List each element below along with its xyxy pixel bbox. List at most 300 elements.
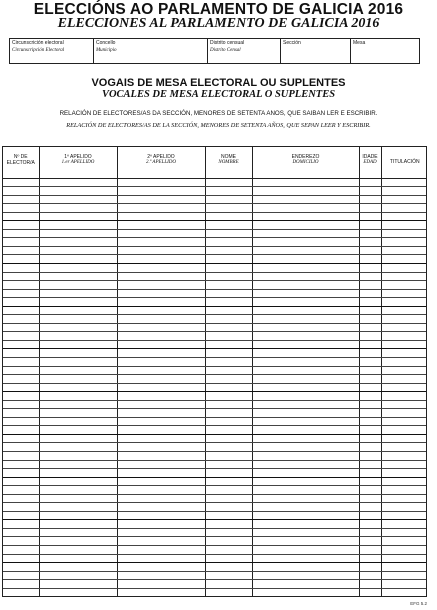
cell-age[interactable] xyxy=(359,340,381,349)
cell-second-surname[interactable] xyxy=(117,323,205,332)
cell-address[interactable] xyxy=(252,323,359,332)
cell-name[interactable] xyxy=(205,238,252,247)
cell-elector-number[interactable] xyxy=(3,375,39,384)
cell-second-surname[interactable] xyxy=(117,503,205,512)
cell-first-surname[interactable] xyxy=(39,366,117,375)
cell-age[interactable] xyxy=(359,520,381,529)
cell-second-surname[interactable] xyxy=(117,375,205,384)
cell-age[interactable] xyxy=(359,392,381,401)
cell-first-surname[interactable] xyxy=(39,409,117,418)
cell-second-surname[interactable] xyxy=(117,349,205,358)
cell-first-surname[interactable] xyxy=(39,580,117,589)
cell-first-surname[interactable] xyxy=(39,452,117,461)
cell-qualification[interactable] xyxy=(381,246,427,255)
cell-elector-number[interactable] xyxy=(3,323,39,332)
cell-second-surname[interactable] xyxy=(117,178,205,187)
cell-address[interactable] xyxy=(252,315,359,324)
cell-first-surname[interactable] xyxy=(39,546,117,555)
cell-elector-number[interactable] xyxy=(3,571,39,580)
cell-second-surname[interactable] xyxy=(117,452,205,461)
cell-second-surname[interactable] xyxy=(117,537,205,546)
cell-second-surname[interactable] xyxy=(117,494,205,503)
cell-address[interactable] xyxy=(252,546,359,555)
cell-second-surname[interactable] xyxy=(117,511,205,520)
cell-first-surname[interactable] xyxy=(39,494,117,503)
cell-address[interactable] xyxy=(252,477,359,486)
cell-name[interactable] xyxy=(205,494,252,503)
cell-second-surname[interactable] xyxy=(117,238,205,247)
cell-age[interactable] xyxy=(359,212,381,221)
cell-name[interactable] xyxy=(205,195,252,204)
cell-second-surname[interactable] xyxy=(117,554,205,563)
cell-first-surname[interactable] xyxy=(39,571,117,580)
cell-elector-number[interactable] xyxy=(3,221,39,230)
cell-qualification[interactable] xyxy=(381,332,427,341)
cell-second-surname[interactable] xyxy=(117,409,205,418)
cell-first-surname[interactable] xyxy=(39,323,117,332)
cell-address[interactable] xyxy=(252,563,359,572)
cell-age[interactable] xyxy=(359,486,381,495)
cell-elector-number[interactable] xyxy=(3,528,39,537)
cell-qualification[interactable] xyxy=(381,400,427,409)
cell-first-surname[interactable] xyxy=(39,212,117,221)
cell-second-surname[interactable] xyxy=(117,306,205,315)
cell-first-surname[interactable] xyxy=(39,443,117,452)
cell-address[interactable] xyxy=(252,494,359,503)
cell-address[interactable] xyxy=(252,383,359,392)
cell-second-surname[interactable] xyxy=(117,588,205,597)
cell-second-surname[interactable] xyxy=(117,469,205,478)
cell-first-surname[interactable] xyxy=(39,332,117,341)
info-field-concello[interactable] xyxy=(94,39,208,63)
cell-address[interactable] xyxy=(252,332,359,341)
cell-elector-number[interactable] xyxy=(3,452,39,461)
cell-address[interactable] xyxy=(252,375,359,384)
cell-qualification[interactable] xyxy=(381,229,427,238)
cell-elector-number[interactable] xyxy=(3,460,39,469)
cell-qualification[interactable] xyxy=(381,563,427,572)
cell-first-surname[interactable] xyxy=(39,178,117,187)
cell-elector-number[interactable] xyxy=(3,229,39,238)
cell-age[interactable] xyxy=(359,383,381,392)
cell-name[interactable] xyxy=(205,469,252,478)
cell-address[interactable] xyxy=(252,187,359,196)
cell-elector-number[interactable] xyxy=(3,477,39,486)
cell-qualification[interactable] xyxy=(381,195,427,204)
cell-second-surname[interactable] xyxy=(117,477,205,486)
cell-age[interactable] xyxy=(359,571,381,580)
cell-qualification[interactable] xyxy=(381,486,427,495)
cell-qualification[interactable] xyxy=(381,204,427,213)
cell-address[interactable] xyxy=(252,340,359,349)
cell-name[interactable] xyxy=(205,289,252,298)
cell-name[interactable] xyxy=(205,460,252,469)
cell-name[interactable] xyxy=(205,580,252,589)
cell-address[interactable] xyxy=(252,469,359,478)
cell-elector-number[interactable] xyxy=(3,417,39,426)
cell-qualification[interactable] xyxy=(381,588,427,597)
cell-elector-number[interactable] xyxy=(3,554,39,563)
cell-address[interactable] xyxy=(252,503,359,512)
cell-first-surname[interactable] xyxy=(39,272,117,281)
cell-qualification[interactable] xyxy=(381,221,427,230)
cell-first-surname[interactable] xyxy=(39,434,117,443)
cell-elector-number[interactable] xyxy=(3,281,39,290)
cell-second-surname[interactable] xyxy=(117,187,205,196)
cell-name[interactable] xyxy=(205,434,252,443)
cell-address[interactable] xyxy=(252,460,359,469)
cell-elector-number[interactable] xyxy=(3,503,39,512)
cell-address[interactable] xyxy=(252,580,359,589)
cell-second-surname[interactable] xyxy=(117,400,205,409)
cell-age[interactable] xyxy=(359,332,381,341)
cell-age[interactable] xyxy=(359,178,381,187)
cell-name[interactable] xyxy=(205,528,252,537)
cell-first-surname[interactable] xyxy=(39,221,117,230)
cell-name[interactable] xyxy=(205,281,252,290)
cell-qualification[interactable] xyxy=(381,187,427,196)
cell-age[interactable] xyxy=(359,452,381,461)
cell-first-surname[interactable] xyxy=(39,298,117,307)
cell-age[interactable] xyxy=(359,246,381,255)
cell-qualification[interactable] xyxy=(381,281,427,290)
cell-age[interactable] xyxy=(359,366,381,375)
cell-qualification[interactable] xyxy=(381,503,427,512)
cell-first-surname[interactable] xyxy=(39,554,117,563)
cell-qualification[interactable] xyxy=(381,460,427,469)
cell-first-surname[interactable] xyxy=(39,537,117,546)
cell-name[interactable] xyxy=(205,383,252,392)
cell-name[interactable] xyxy=(205,452,252,461)
cell-address[interactable] xyxy=(252,195,359,204)
cell-address[interactable] xyxy=(252,571,359,580)
cell-age[interactable] xyxy=(359,187,381,196)
cell-age[interactable] xyxy=(359,469,381,478)
cell-elector-number[interactable] xyxy=(3,580,39,589)
cell-second-surname[interactable] xyxy=(117,340,205,349)
cell-address[interactable] xyxy=(252,452,359,461)
cell-second-surname[interactable] xyxy=(117,212,205,221)
cell-name[interactable] xyxy=(205,298,252,307)
cell-qualification[interactable] xyxy=(381,554,427,563)
cell-second-surname[interactable] xyxy=(117,195,205,204)
cell-age[interactable] xyxy=(359,204,381,213)
cell-first-surname[interactable] xyxy=(39,195,117,204)
cell-address[interactable] xyxy=(252,349,359,358)
cell-qualification[interactable] xyxy=(381,546,427,555)
cell-first-surname[interactable] xyxy=(39,486,117,495)
cell-elector-number[interactable] xyxy=(3,400,39,409)
cell-age[interactable] xyxy=(359,409,381,418)
cell-second-surname[interactable] xyxy=(117,289,205,298)
cell-name[interactable] xyxy=(205,520,252,529)
cell-name[interactable] xyxy=(205,229,252,238)
cell-elector-number[interactable] xyxy=(3,469,39,478)
cell-second-surname[interactable] xyxy=(117,204,205,213)
cell-name[interactable] xyxy=(205,392,252,401)
cell-name[interactable] xyxy=(205,178,252,187)
cell-elector-number[interactable] xyxy=(3,204,39,213)
cell-elector-number[interactable] xyxy=(3,212,39,221)
cell-age[interactable] xyxy=(359,417,381,426)
cell-qualification[interactable] xyxy=(381,349,427,358)
cell-first-surname[interactable] xyxy=(39,400,117,409)
cell-qualification[interactable] xyxy=(381,212,427,221)
cell-address[interactable] xyxy=(252,281,359,290)
cell-elector-number[interactable] xyxy=(3,443,39,452)
cell-first-surname[interactable] xyxy=(39,511,117,520)
cell-qualification[interactable] xyxy=(381,366,427,375)
cell-name[interactable] xyxy=(205,409,252,418)
cell-qualification[interactable] xyxy=(381,452,427,461)
cell-address[interactable] xyxy=(252,588,359,597)
cell-age[interactable] xyxy=(359,375,381,384)
cell-first-surname[interactable] xyxy=(39,392,117,401)
cell-second-surname[interactable] xyxy=(117,426,205,435)
cell-first-surname[interactable] xyxy=(39,289,117,298)
cell-second-surname[interactable] xyxy=(117,298,205,307)
info-field-distrito[interactable] xyxy=(208,39,281,63)
cell-qualification[interactable] xyxy=(381,255,427,264)
cell-name[interactable] xyxy=(205,400,252,409)
cell-age[interactable] xyxy=(359,289,381,298)
cell-first-surname[interactable] xyxy=(39,503,117,512)
cell-age[interactable] xyxy=(359,323,381,332)
cell-address[interactable] xyxy=(252,204,359,213)
cell-qualification[interactable] xyxy=(381,272,427,281)
cell-first-surname[interactable] xyxy=(39,306,117,315)
cell-age[interactable] xyxy=(359,503,381,512)
cell-second-surname[interactable] xyxy=(117,366,205,375)
cell-address[interactable] xyxy=(252,221,359,230)
cell-name[interactable] xyxy=(205,366,252,375)
cell-address[interactable] xyxy=(252,417,359,426)
cell-qualification[interactable] xyxy=(381,494,427,503)
cell-first-surname[interactable] xyxy=(39,383,117,392)
cell-qualification[interactable] xyxy=(381,528,427,537)
cell-first-surname[interactable] xyxy=(39,477,117,486)
cell-second-surname[interactable] xyxy=(117,443,205,452)
cell-qualification[interactable] xyxy=(381,298,427,307)
cell-first-surname[interactable] xyxy=(39,315,117,324)
cell-address[interactable] xyxy=(252,298,359,307)
info-field-circunscricion[interactable] xyxy=(10,39,94,63)
cell-name[interactable] xyxy=(205,323,252,332)
cell-elector-number[interactable] xyxy=(3,238,39,247)
cell-name[interactable] xyxy=(205,357,252,366)
cell-name[interactable] xyxy=(205,537,252,546)
cell-address[interactable] xyxy=(252,443,359,452)
cell-second-surname[interactable] xyxy=(117,460,205,469)
cell-age[interactable] xyxy=(359,315,381,324)
cell-second-surname[interactable] xyxy=(117,417,205,426)
cell-qualification[interactable] xyxy=(381,375,427,384)
cell-qualification[interactable] xyxy=(381,571,427,580)
cell-address[interactable] xyxy=(252,366,359,375)
cell-address[interactable] xyxy=(252,392,359,401)
cell-name[interactable] xyxy=(205,340,252,349)
cell-elector-number[interactable] xyxy=(3,511,39,520)
cell-name[interactable] xyxy=(205,426,252,435)
cell-name[interactable] xyxy=(205,375,252,384)
cell-second-surname[interactable] xyxy=(117,528,205,537)
cell-address[interactable] xyxy=(252,486,359,495)
cell-address[interactable] xyxy=(252,212,359,221)
cell-name[interactable] xyxy=(205,443,252,452)
cell-age[interactable] xyxy=(359,494,381,503)
cell-qualification[interactable] xyxy=(381,469,427,478)
cell-elector-number[interactable] xyxy=(3,409,39,418)
cell-second-surname[interactable] xyxy=(117,229,205,238)
cell-qualification[interactable] xyxy=(381,520,427,529)
cell-name[interactable] xyxy=(205,417,252,426)
cell-address[interactable] xyxy=(252,537,359,546)
cell-qualification[interactable] xyxy=(381,289,427,298)
cell-first-surname[interactable] xyxy=(39,340,117,349)
cell-elector-number[interactable] xyxy=(3,486,39,495)
cell-second-surname[interactable] xyxy=(117,571,205,580)
info-field-mesa[interactable] xyxy=(351,39,419,63)
cell-qualification[interactable] xyxy=(381,477,427,486)
cell-elector-number[interactable] xyxy=(3,289,39,298)
cell-age[interactable] xyxy=(359,238,381,247)
cell-second-surname[interactable] xyxy=(117,486,205,495)
cell-second-surname[interactable] xyxy=(117,246,205,255)
cell-elector-number[interactable] xyxy=(3,426,39,435)
cell-first-surname[interactable] xyxy=(39,255,117,264)
cell-second-surname[interactable] xyxy=(117,281,205,290)
cell-age[interactable] xyxy=(359,255,381,264)
cell-qualification[interactable] xyxy=(381,315,427,324)
cell-age[interactable] xyxy=(359,195,381,204)
cell-second-surname[interactable] xyxy=(117,580,205,589)
cell-first-surname[interactable] xyxy=(39,563,117,572)
cell-elector-number[interactable] xyxy=(3,298,39,307)
cell-first-surname[interactable] xyxy=(39,187,117,196)
cell-address[interactable] xyxy=(252,229,359,238)
cell-address[interactable] xyxy=(252,246,359,255)
cell-elector-number[interactable] xyxy=(3,255,39,264)
cell-elector-number[interactable] xyxy=(3,383,39,392)
cell-first-surname[interactable] xyxy=(39,246,117,255)
cell-first-surname[interactable] xyxy=(39,281,117,290)
cell-age[interactable] xyxy=(359,426,381,435)
cell-qualification[interactable] xyxy=(381,434,427,443)
cell-qualification[interactable] xyxy=(381,580,427,589)
cell-first-surname[interactable] xyxy=(39,426,117,435)
cell-elector-number[interactable] xyxy=(3,332,39,341)
cell-first-surname[interactable] xyxy=(39,417,117,426)
cell-name[interactable] xyxy=(205,255,252,264)
cell-qualification[interactable] xyxy=(381,537,427,546)
cell-elector-number[interactable] xyxy=(3,272,39,281)
cell-second-surname[interactable] xyxy=(117,332,205,341)
info-field-seccion[interactable] xyxy=(281,39,351,63)
cell-elector-number[interactable] xyxy=(3,366,39,375)
cell-first-surname[interactable] xyxy=(39,469,117,478)
cell-elector-number[interactable] xyxy=(3,315,39,324)
cell-second-surname[interactable] xyxy=(117,434,205,443)
cell-first-surname[interactable] xyxy=(39,204,117,213)
cell-name[interactable] xyxy=(205,477,252,486)
cell-age[interactable] xyxy=(359,588,381,597)
cell-age[interactable] xyxy=(359,528,381,537)
cell-age[interactable] xyxy=(359,298,381,307)
cell-name[interactable] xyxy=(205,187,252,196)
cell-elector-number[interactable] xyxy=(3,349,39,358)
cell-name[interactable] xyxy=(205,546,252,555)
cell-qualification[interactable] xyxy=(381,306,427,315)
cell-address[interactable] xyxy=(252,289,359,298)
cell-elector-number[interactable] xyxy=(3,246,39,255)
cell-qualification[interactable] xyxy=(381,357,427,366)
cell-age[interactable] xyxy=(359,477,381,486)
cell-name[interactable] xyxy=(205,204,252,213)
cell-elector-number[interactable] xyxy=(3,195,39,204)
cell-name[interactable] xyxy=(205,263,252,272)
cell-age[interactable] xyxy=(359,537,381,546)
cell-name[interactable] xyxy=(205,554,252,563)
cell-qualification[interactable] xyxy=(381,383,427,392)
cell-first-surname[interactable] xyxy=(39,349,117,358)
cell-age[interactable] xyxy=(359,221,381,230)
cell-elector-number[interactable] xyxy=(3,494,39,503)
cell-address[interactable] xyxy=(252,554,359,563)
cell-first-surname[interactable] xyxy=(39,588,117,597)
cell-name[interactable] xyxy=(205,563,252,572)
cell-first-surname[interactable] xyxy=(39,357,117,366)
cell-age[interactable] xyxy=(359,580,381,589)
cell-name[interactable] xyxy=(205,571,252,580)
cell-second-surname[interactable] xyxy=(117,392,205,401)
cell-second-surname[interactable] xyxy=(117,520,205,529)
cell-address[interactable] xyxy=(252,511,359,520)
cell-elector-number[interactable] xyxy=(3,563,39,572)
cell-name[interactable] xyxy=(205,221,252,230)
cell-second-surname[interactable] xyxy=(117,255,205,264)
cell-age[interactable] xyxy=(359,229,381,238)
cell-address[interactable] xyxy=(252,434,359,443)
cell-name[interactable] xyxy=(205,272,252,281)
cell-qualification[interactable] xyxy=(381,392,427,401)
cell-name[interactable] xyxy=(205,246,252,255)
cell-first-surname[interactable] xyxy=(39,238,117,247)
cell-first-surname[interactable] xyxy=(39,520,117,529)
cell-address[interactable] xyxy=(252,528,359,537)
cell-name[interactable] xyxy=(205,486,252,495)
cell-elector-number[interactable] xyxy=(3,357,39,366)
cell-first-surname[interactable] xyxy=(39,229,117,238)
cell-qualification[interactable] xyxy=(381,426,427,435)
cell-first-surname[interactable] xyxy=(39,460,117,469)
cell-elector-number[interactable] xyxy=(3,588,39,597)
cell-age[interactable] xyxy=(359,263,381,272)
cell-age[interactable] xyxy=(359,511,381,520)
cell-qualification[interactable] xyxy=(381,263,427,272)
cell-address[interactable] xyxy=(252,272,359,281)
cell-age[interactable] xyxy=(359,306,381,315)
cell-age[interactable] xyxy=(359,460,381,469)
cell-age[interactable] xyxy=(359,434,381,443)
cell-first-surname[interactable] xyxy=(39,528,117,537)
cell-second-surname[interactable] xyxy=(117,383,205,392)
cell-first-surname[interactable] xyxy=(39,263,117,272)
cell-elector-number[interactable] xyxy=(3,392,39,401)
cell-qualification[interactable] xyxy=(381,340,427,349)
cell-name[interactable] xyxy=(205,315,252,324)
cell-qualification[interactable] xyxy=(381,417,427,426)
cell-second-surname[interactable] xyxy=(117,546,205,555)
